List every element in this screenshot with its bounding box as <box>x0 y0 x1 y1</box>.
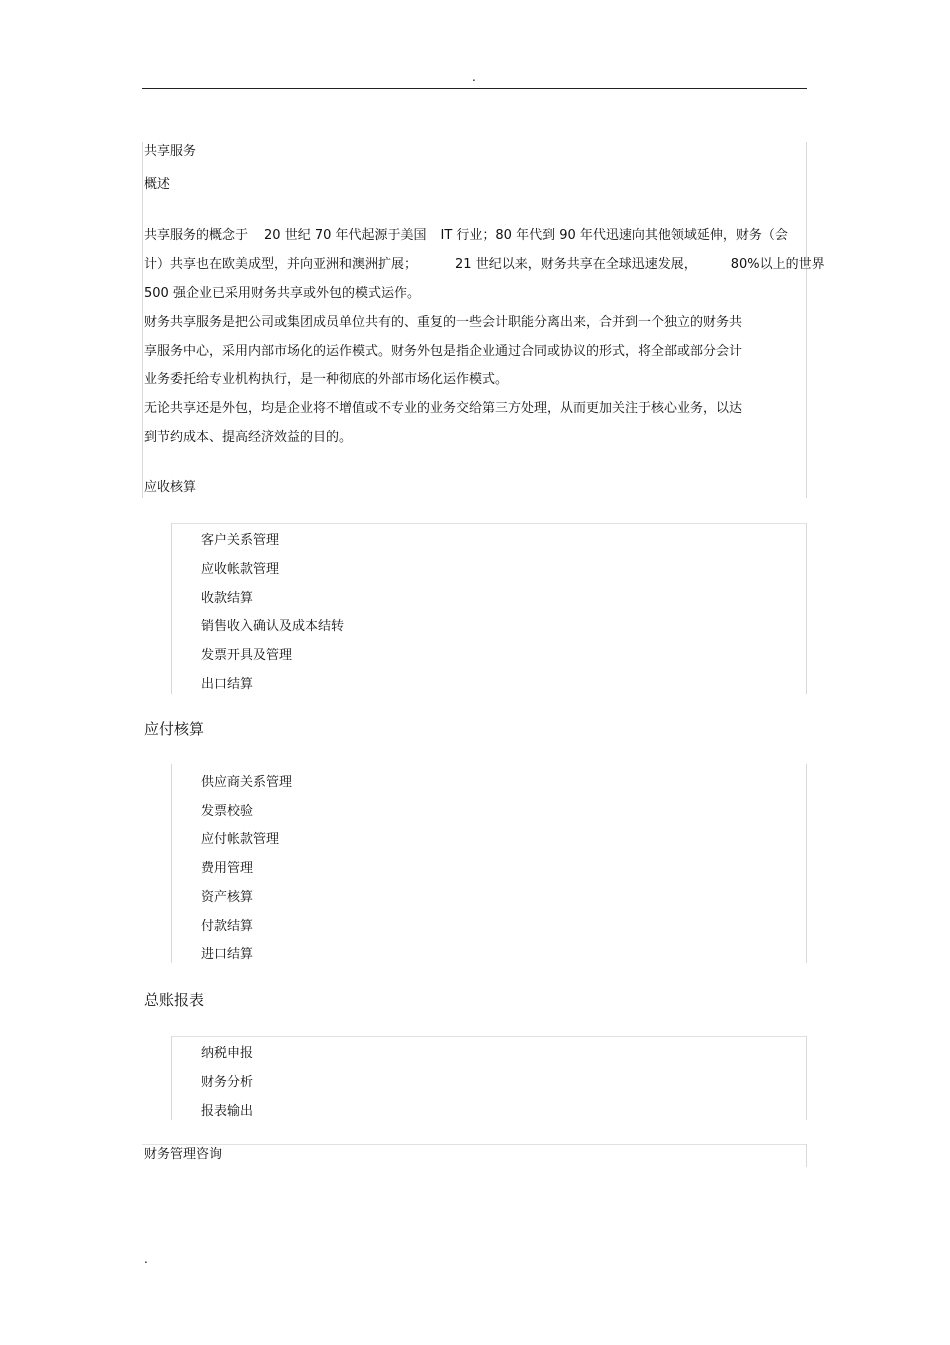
consulting-top-border <box>142 1144 806 1145</box>
ledger-list-left-border <box>171 1036 172 1120</box>
header-dot: . <box>472 70 476 84</box>
intro-line-1 <box>144 228 788 244</box>
payable-item: 发票校验 <box>201 803 254 819</box>
intro-line-2-part-2: 21 世纪以来，财务共享在全球迅速发展， <box>455 257 697 272</box>
payable-item: 供应商关系管理 <box>201 775 293 790</box>
receivable-item: 收款结算 <box>201 590 254 606</box>
shared-service-left-border <box>142 142 143 498</box>
receivable-item: 应收帐款管理 <box>201 561 280 577</box>
intro-line-2-part-3: 80%以上的世界 <box>730 257 825 272</box>
intro-line-5: 享服务中心，采用内部市场化的运作模式。财务外包是指企业通过合同或协议的形式，将全部或部分会计 <box>144 344 743 359</box>
payable-list-left-border <box>171 764 172 963</box>
consulting-right-border <box>806 1144 807 1167</box>
ledger-list-top-border <box>171 1036 806 1037</box>
receivable-item: 出口结算 <box>201 677 254 692</box>
receivable-item: 客户关系管理 <box>201 533 280 548</box>
receivable-list-top-border <box>171 523 806 524</box>
intro-line-2-part-1: 计）共享也在欧美成型，并向亚洲和澳洲扩展； <box>144 257 418 272</box>
intro-line-2 <box>144 257 825 273</box>
intro-line-1-part-3: IT 行业；80 年代到 90 年代迅速向其他领域延伸，财务（会 <box>440 228 788 243</box>
consulting-title: 财务管理咨询 <box>144 1147 223 1162</box>
intro-line-8: 到节约成本、提高经济效益的目的。 <box>144 430 353 445</box>
receivable-list-left-border <box>171 523 172 694</box>
ledger-item: 纳税申报 <box>201 1046 254 1061</box>
payable-item: 应付帐款管理 <box>201 832 280 848</box>
intro-line-4: 财务共享服务是把公司或集团成员单位共有的、重复的一些会计职能分离出来，合并到一个独立的财务共 <box>144 315 743 330</box>
overview-title: 概述 <box>144 177 171 192</box>
intro-line-3: 500 强企业已采用财务共享或外包的模式运作。 <box>144 286 420 301</box>
receivable-item: 销售收入确认及成本结转 <box>201 619 345 635</box>
intro-line-1-part-2: 20 世纪 70 年代起源于美国 <box>264 228 427 243</box>
ledger-list-right-border <box>806 1036 807 1120</box>
header-rule <box>142 88 807 89</box>
shared-service-right-border <box>806 142 807 498</box>
payable-title: 应付核算 <box>144 720 205 738</box>
intro-line-7: 无论共享还是外包，均是企业将不增值或不专业的业务交给第三方处理，从而更加关注于核心业务，以达 <box>144 401 743 416</box>
receivable-item: 发票开具及管理 <box>201 648 293 664</box>
ledger-item: 财务分析 <box>201 1074 254 1090</box>
payable-item: 进口结算 <box>201 947 254 963</box>
payable-item: 付款结算 <box>201 918 254 934</box>
ledger-item: 报表输出 <box>201 1103 254 1119</box>
receivable-list-right-border <box>806 523 807 694</box>
payable-item: 资产核算 <box>201 889 254 905</box>
footer-dot: . <box>144 1252 148 1266</box>
shared-service-title: 共享服务 <box>144 144 197 159</box>
intro-line-6: 业务委托给专业机构执行，是一种彻底的外部市场化运作模式。 <box>144 372 509 387</box>
intro-line-1-part-1: 共享服务的概念于 <box>144 228 249 243</box>
ledger-title: 总账报表 <box>144 991 205 1009</box>
payable-item: 费用管理 <box>201 861 254 877</box>
payable-list-right-border <box>806 764 807 963</box>
receivable-title: 应收核算 <box>144 480 197 495</box>
